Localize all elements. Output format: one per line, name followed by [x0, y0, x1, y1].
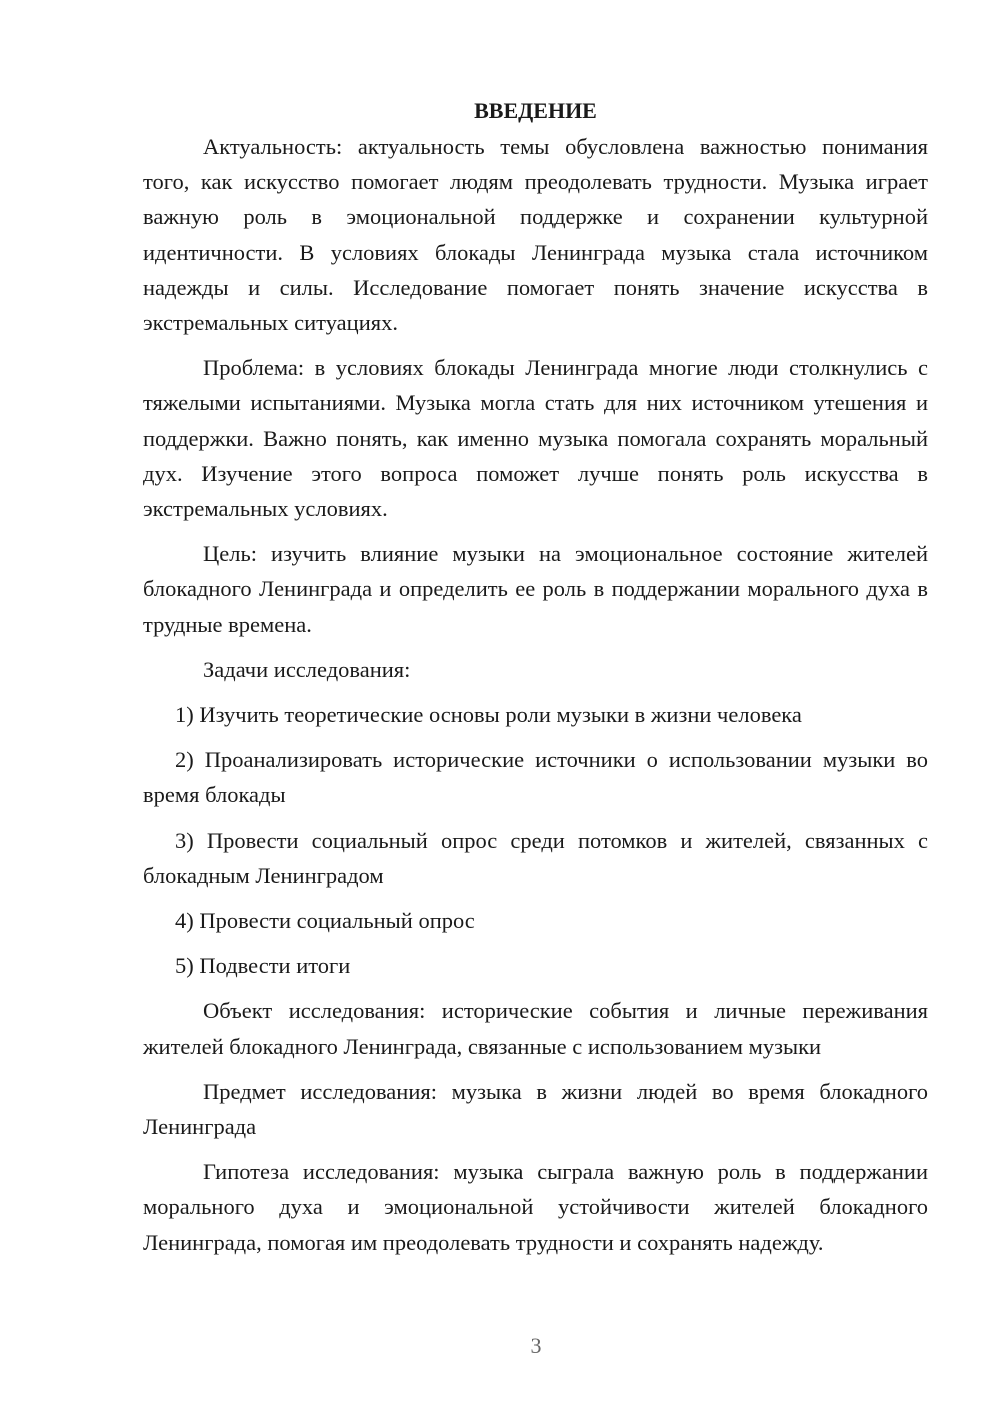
task-item-4: 4) Провести социальный опрос	[175, 908, 475, 934]
task-item-3: 3) Провести социальный опрос среди потомков и жителей, связанных с блокадным Ленинградом	[143, 827, 928, 888]
page-title: ВВЕДЕНИЕ	[474, 98, 597, 123]
task-item-1: 1) Изучить теоретические основы роли музыки в жизни человека	[175, 702, 802, 728]
paragraph-subject: Предмет исследования: музыка в жизни людей во время блокадного Ленинграда	[143, 1078, 928, 1140]
task-item-5: 5) Подвести итоги	[175, 953, 351, 979]
paragraph-hypothesis: Гипотеза исследования: музыка сыграла важную роль в поддержании морального духа и эмоциональной устойчивости жителей блокадного Ленинграда, помогая им преодолевать трудности и сохранять надежду.	[143, 1159, 928, 1255]
task-item-2: 2) Проанализировать исторические источники о использовании музыки во время блокады	[143, 747, 928, 808]
paragraph-relevance: Актуальность: актуальность темы обусловлена важностью понимания того, как искусство помогает людям преодолевать трудности. Музыка играет важную роль в эмоциональной поддержке и сохранении культурной идентичности. В условиях блокады Ленинграда музыка стала источником надежды и силы. Исследование помогает понять значение искусства в экстремальных ситуациях.	[143, 134, 928, 336]
tasks-title: Задачи исследования:	[203, 656, 411, 682]
paragraph-object: Объект исследования: исторические события и личные переживания жителей блокадного Ленинграда, связанные с использованием музыки	[143, 998, 928, 1059]
document-page	[143, 96, 928, 1270]
page-number: 3	[530, 1333, 542, 1358]
paragraph-goal: Цель: изучить влияние музыки на эмоциональное состояние жителей блокадного Ленинграда и определить ее роль в поддержании морального духа в трудные времена.	[143, 541, 928, 637]
paragraph-problem: Проблема: в условиях блокады Ленинграда многие люди столкнулись с тяжелыми испытаниями. Музыка могла стать для них источником утешения и поддержки. Важно понять, как именно музыка помогала сохранять моральный дух. Изучение этого вопроса поможет лучше понять роль искусства в экстремальных условиях.	[143, 355, 928, 522]
